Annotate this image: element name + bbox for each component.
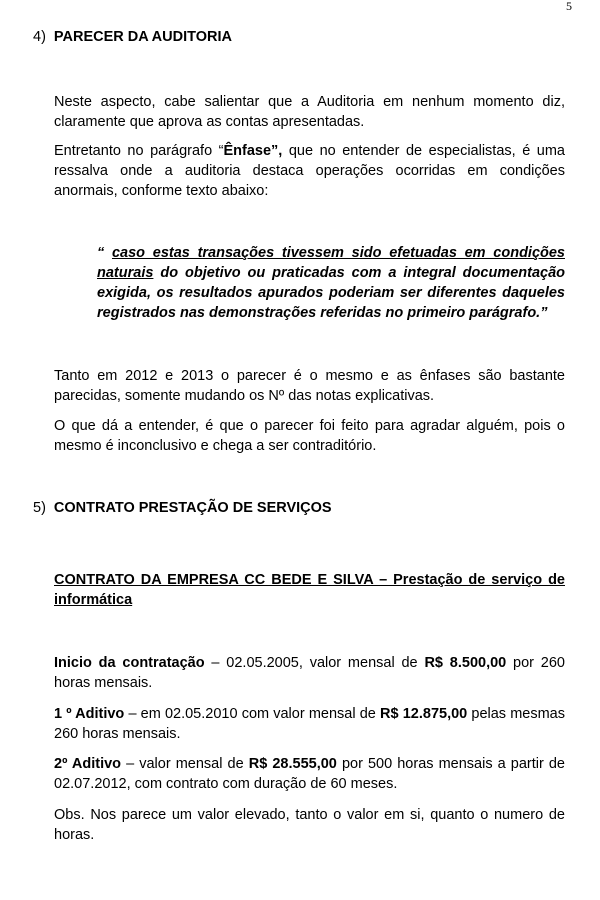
item3-label: 2º Aditivo (54, 756, 122, 772)
contract-item-aditivo-1 (54, 704, 565, 744)
quote-underlined: caso estas transações tivessem sido efetuadas em condições naturais (97, 245, 565, 281)
item2-text-b: pelas mesmas 260 horas mensais. (54, 706, 566, 742)
enfase-text-a: Entretanto no parágrafo “ (54, 143, 224, 159)
contract-item-start (54, 653, 565, 693)
section-5-number: 5) (33, 500, 46, 516)
item3-text-a: – valor mensal de (121, 756, 249, 772)
item2-text-a: – em 02.05.2010 com valor mensal de (124, 706, 381, 722)
item3-value: R$ 28.555,00 (248, 756, 337, 772)
item1-value: R$ 8.500,00 (424, 655, 507, 671)
item1-text-b: por 260 horas mensais. (54, 655, 566, 691)
contract-item-aditivo-2 (54, 754, 565, 794)
enfase-text-b: que no entender de especialistas, é uma ressalva onde a auditoria destaca operações ocorridas em condições anormais, conforme texto abaixo: (54, 143, 565, 199)
section-4-number: 4) (33, 29, 46, 45)
item1-label: Inicio da contratação (54, 655, 205, 671)
section-5-title: CONTRATO PRESTAÇÃO DE SERVIÇOS (53, 500, 332, 516)
section-4-title: PARECER DA AUDITORIA (53, 29, 232, 45)
paragraph-audit-intro: Neste aspecto, cabe salientar que a Auditoria em nenhum momento diz, claramente que aprova as contas apresentadas. (54, 94, 565, 130)
quoted-text (97, 243, 565, 323)
item1-text-a: – 02.05.2005, valor mensal de (204, 655, 425, 671)
item2-label: 1 º Aditivo (54, 706, 125, 722)
observation-paragraph: Obs. Nos parece um valor elevado, tanto o valor em si, quanto o numero de horas. (54, 807, 565, 843)
paragraph-enfase (54, 141, 565, 201)
section-4-heading (33, 29, 232, 45)
paragraph-conclusion: O que dá a entender, é que o parecer foi feito para agradar alguém, pois o mesmo é inconclusivo e chega a ser contraditório. (54, 418, 565, 454)
enfase-bold: Ênfase”, (223, 143, 283, 159)
paragraph-2012-2013: Tanto em 2012 e 2013 o parecer é o mesmo e as ênfases são bastante parecidas, somente mudando os Nº das notas explicativas. (54, 368, 565, 404)
item2-value: R$ 12.875,00 (380, 706, 468, 722)
contract-subtitle: CONTRATO DA EMPRESA CC BEDE E SILVA – Prestação de serviço de informática (54, 572, 565, 608)
page-number: 5 (566, 0, 572, 13)
section-5-heading (33, 500, 332, 516)
quote-rest: do objetivo ou praticadas com a integral documentação exigida, os resultados apurados poderiam ser diferentes daqueles registrados nas demonstrações referidas no primeiro parágrafo.” (97, 265, 565, 321)
quote-open: “ (97, 245, 112, 261)
item3-text-b: por 500 horas mensais a partir de 02.07.2012, com contrato com duração de 60 meses. (54, 756, 565, 792)
